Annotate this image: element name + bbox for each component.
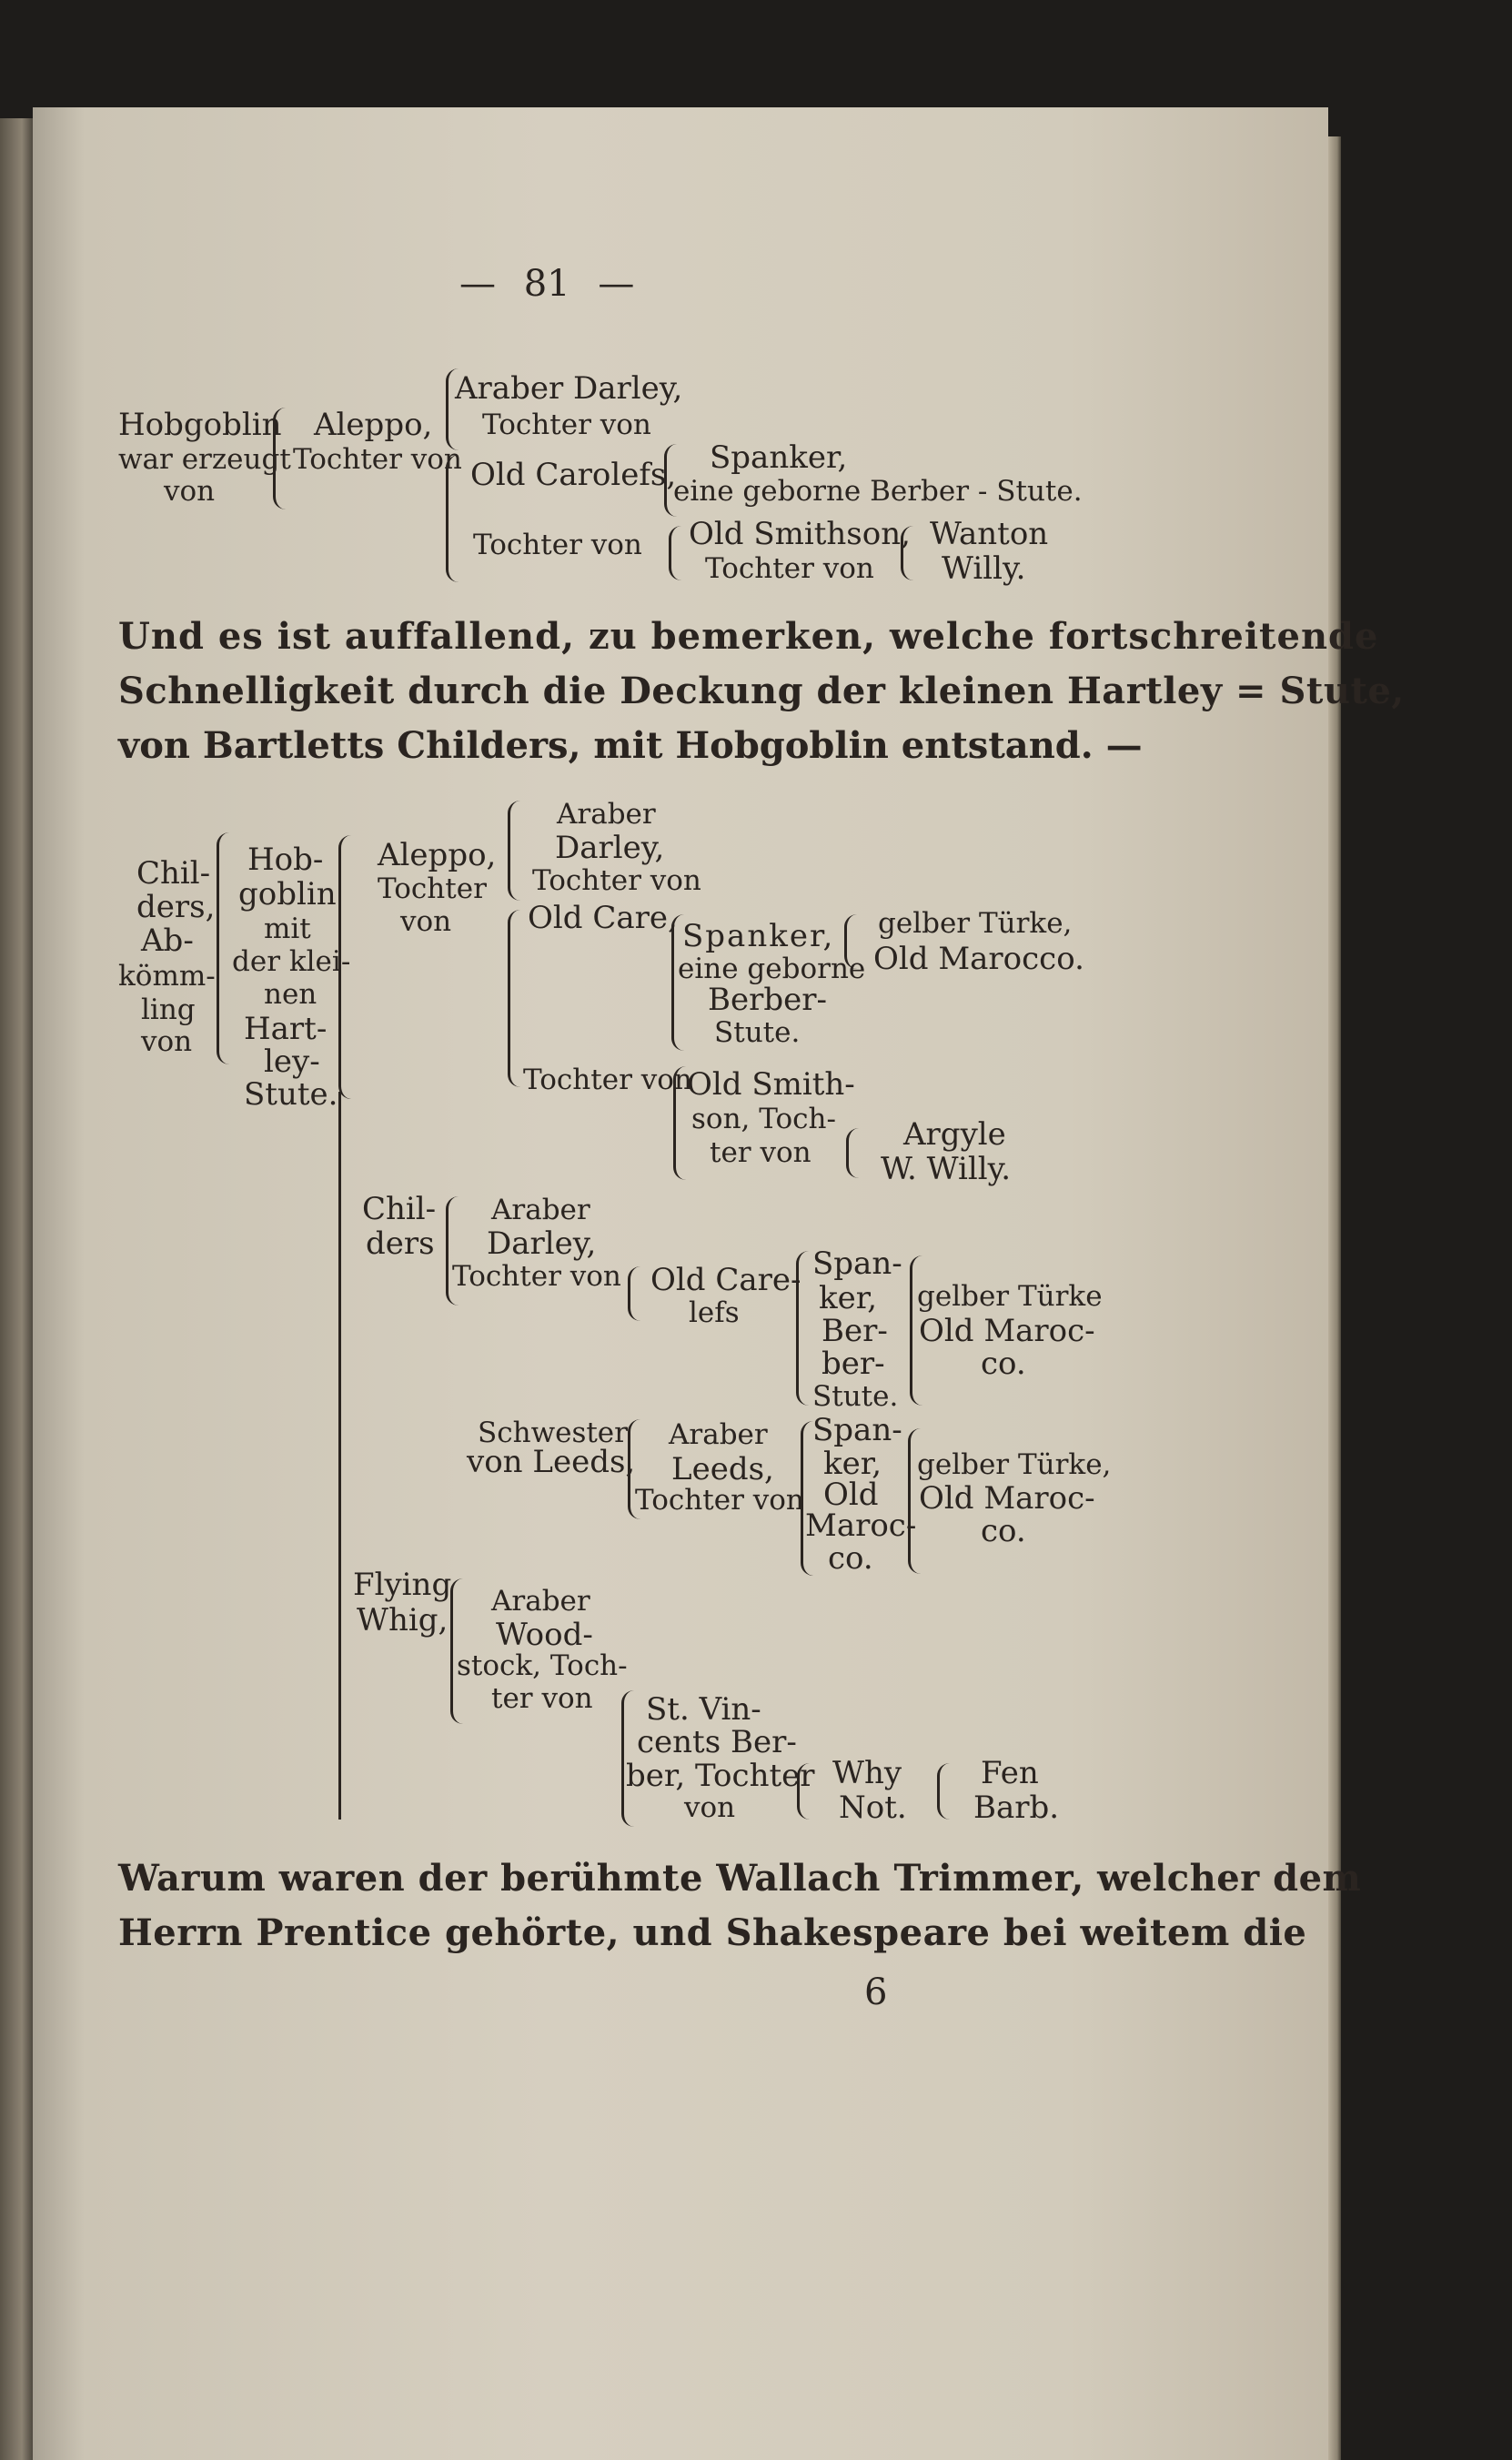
tree2-col2-6: ley- (264, 1043, 320, 1080)
tree2-araber-woodstock-3: ter von (491, 1682, 593, 1715)
brace (937, 1763, 951, 1820)
tree2-st-vincents-2: ber, Tochter (626, 1758, 815, 1794)
tree2-spanker2-0: Span- (812, 1245, 902, 1282)
tree2-araber-darley-1: Darley, (555, 830, 665, 866)
tree1-aleppo: Aleppo, (314, 407, 433, 443)
tree2-col1-5: von (141, 1025, 193, 1058)
tree2-araber-woodstock-1: Wood- (496, 1617, 593, 1653)
tree2-gelber2-0: gelber Türke (917, 1280, 1103, 1313)
tree2-col2-1: goblin (238, 876, 337, 912)
brace (846, 1128, 860, 1178)
tree2-araber-darley2-1: Darley, (487, 1225, 597, 1262)
tree2-childers-0: Chil- (362, 1191, 437, 1227)
tree2-araber-leeds-1: Leeds, (671, 1451, 774, 1487)
tree2-spanker-0: Spanker, (682, 918, 835, 954)
tree2-spanker3-4: co. (828, 1540, 873, 1577)
tree2-old-smithson-0: Old Smith- (687, 1066, 855, 1103)
page-edge-shadow (1328, 136, 1341, 2460)
tree2-old-carelefs-1: lefs (689, 1296, 740, 1329)
tree2-aleppo-2: von (400, 905, 452, 938)
tree2-tochter-von: Tochter von (523, 1064, 692, 1096)
tree2-col2-5: Hart- (244, 1011, 328, 1047)
tree2-araber-darley-0: Araber (557, 798, 656, 831)
brace (446, 455, 461, 582)
tree2-col1-2: Ab- (141, 922, 194, 959)
tree2-old-smithson-1: son, Toch- (691, 1103, 836, 1135)
tree1-von: von (164, 475, 216, 508)
tree2-schwester-0: Schwester (478, 1417, 628, 1449)
brace (673, 1066, 687, 1180)
tree2-gelber3-1: Old Maroc- (919, 1480, 1095, 1517)
tree2-childers-1: ders (366, 1225, 435, 1262)
tree2-spanker-2: Berber- (708, 982, 827, 1018)
tree2-col2-2: mit (264, 912, 311, 945)
tree2-col1-3: kömm- (118, 960, 216, 993)
tree2-spanker3-0: Span- (812, 1412, 902, 1448)
tree2-aleppo-0: Aleppo, (378, 837, 497, 873)
tree2-argyle-0: Argyle (903, 1116, 1006, 1153)
tree2-gelber1-0: gelber Türke, (878, 907, 1073, 940)
tree2-spanker2-3: ber- (822, 1346, 885, 1382)
tree1-tochter-von4: Tochter von (705, 552, 874, 585)
tree2-col1-1: ders, (136, 889, 216, 925)
tree2-spanker3-3: Maroc- (805, 1507, 917, 1544)
tree2-araber-woodstock-2: stock, Toch- (457, 1649, 628, 1682)
tree2-barb: Barb. (973, 1790, 1060, 1826)
brace (796, 1251, 810, 1406)
tree2-araber-leeds-0: Araber (669, 1418, 768, 1451)
brace (508, 910, 523, 1087)
tree2-flying-0: Flying (353, 1567, 452, 1603)
para2-line1: Warum waren der berühmte Wallach Trimmer, welcher dem (118, 1857, 1362, 1900)
tree2-st-vincents-3: von (684, 1791, 736, 1824)
tree1-tochter-von: Tochter von (293, 443, 462, 476)
tree2-araber-darley-2: Tochter von (532, 864, 701, 897)
facing-page-edge (0, 118, 36, 2460)
tree1-spanker: Spanker, (710, 439, 848, 476)
tree2-gelber3-2: co. (981, 1513, 1026, 1549)
tree2-spanker3-2: Old (823, 1477, 879, 1513)
tree2-not: Not. (839, 1790, 907, 1826)
brace (797, 1763, 811, 1820)
tree2-col1-0: Chil- (136, 855, 211, 892)
tree1-araber-darley: Araber Darley, (455, 370, 683, 407)
tree1-old-carolefs: Old Carolefs, (470, 457, 677, 493)
tree2-araber-darley2-2: Tochter von (452, 1260, 621, 1293)
page-header: — 81 — (459, 263, 635, 305)
tree1-old-smithson: Old Smithson, (689, 516, 911, 552)
brace (901, 526, 914, 580)
tree1-wanton: Wanton (930, 516, 1049, 552)
brace (217, 832, 230, 1064)
tree2-spanker-3: Stute. (714, 1016, 801, 1049)
tree2-old-smithson-2: ter von (710, 1136, 811, 1169)
tree1-berber: eine geborne Berber - Stute. (673, 475, 1083, 508)
brace (844, 914, 858, 969)
para2-line2: Herrn Prentice gehörte, und Shakespeare bei weitem die (118, 1911, 1307, 1954)
brace (508, 801, 523, 901)
tree2-spanker2-1: ker, (819, 1280, 878, 1316)
tree2-araber-leeds-2: Tochter von (635, 1484, 804, 1517)
tree2-col2-7: Stute. (244, 1076, 338, 1113)
tree2-old-carelefs-0: Old Care- (650, 1262, 801, 1298)
brace (273, 408, 288, 509)
tree2-spanker3-1: ker, (823, 1446, 882, 1482)
tree2-schwester-1: von Leeds, (467, 1444, 636, 1480)
tree2-col2-4: nen (264, 978, 318, 1011)
tree2-araber-darley2-0: Araber (491, 1194, 590, 1226)
para1-line2: Schnelligkeit durch die Deckung der kleinen Hartley = Stute, (118, 670, 1405, 712)
tree2-old-care: Old Care, (528, 900, 678, 936)
tree2-gelber2-1: Old Maroc- (919, 1313, 1095, 1349)
long-vertical-line (338, 1092, 341, 1820)
brace (628, 1266, 641, 1321)
para1-line1: Und es ist auffallend, zu bemerken, welche fortschreitende (118, 615, 1379, 658)
tree2-spanker2-4: Stute. (812, 1380, 899, 1413)
brace (669, 526, 682, 580)
tree1-war-erzeugt: war erzeugt (118, 443, 291, 476)
tree2-gelber1-1: Old Marocco. (873, 941, 1084, 977)
tree2-st-vincents-1: cents Ber- (637, 1724, 797, 1760)
tree1-willy: Willy. (942, 550, 1026, 587)
tree1-tochter-von3: Tochter von (473, 529, 642, 561)
tree2-col1-4: ling (141, 993, 196, 1026)
tree2-aleppo-1: Tochter (378, 872, 487, 905)
tree2-st-vincents-0: St. Vin- (646, 1691, 761, 1728)
para1-line3: von Bartletts Childers, mit Hobgoblin entstand. — (118, 724, 1143, 767)
tree2-flying-1: Whig, (357, 1602, 449, 1638)
tree2-col2-0: Hob- (247, 842, 324, 878)
tree2-why: Why (832, 1755, 902, 1791)
tree2-argyle-1: W. Willy. (881, 1151, 1012, 1187)
tree2-fen: Fen (981, 1755, 1039, 1791)
tree1-tochter-von2: Tochter von (482, 408, 651, 441)
tree2-araber-woodstock-0: Araber (491, 1585, 590, 1618)
tree1-hobgoblin: Hobgoblin (118, 407, 282, 443)
tree2-spanker2-2: Ber- (822, 1313, 888, 1349)
page-signature: 6 (864, 1971, 888, 2013)
tree2-col2-3: der klei- (232, 945, 351, 978)
brace (338, 835, 354, 1099)
tree2-gelber3-0: gelber Türke, (917, 1448, 1112, 1481)
tree2-spanker-1: eine geborne (678, 953, 866, 985)
tree2-gelber2-2: co. (981, 1346, 1026, 1382)
